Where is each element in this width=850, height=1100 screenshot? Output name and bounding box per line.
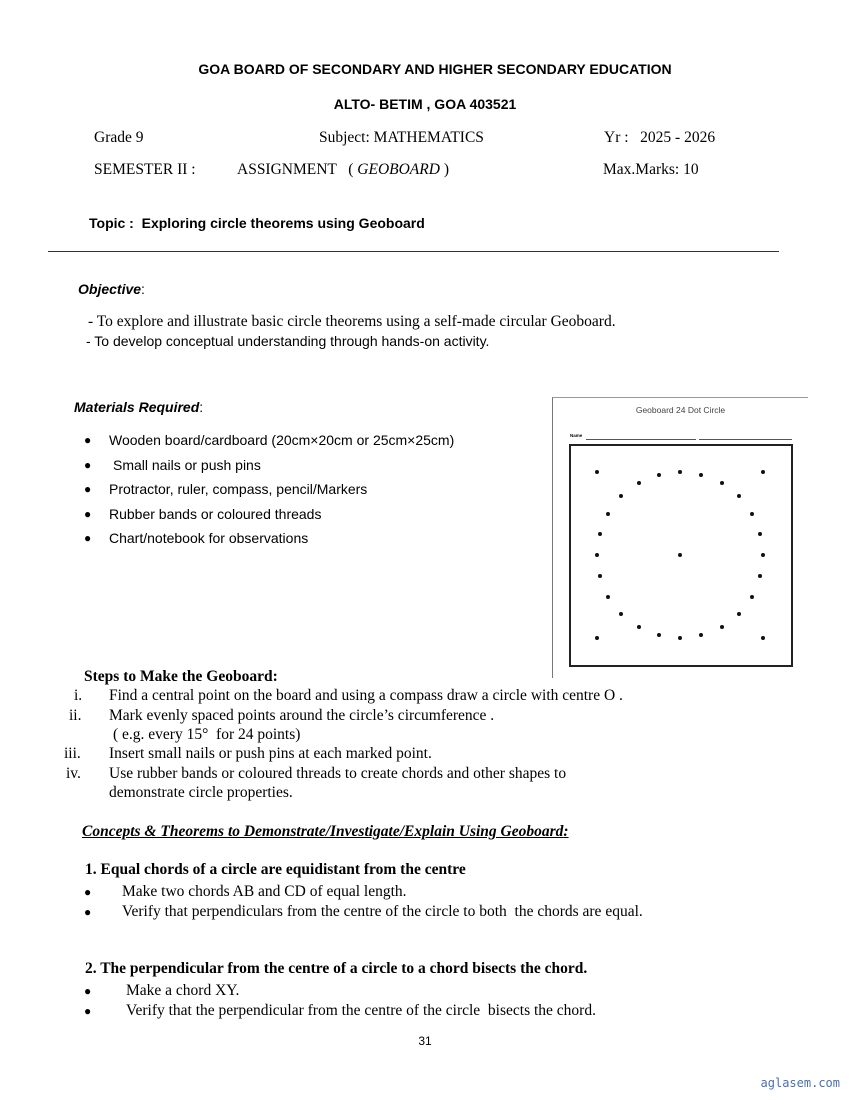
name-line bbox=[586, 439, 696, 440]
step-text: Mark evenly spaced points around the circle’s circumference . bbox=[109, 707, 495, 724]
nail-dot bbox=[720, 625, 724, 629]
bullet-icon: ● bbox=[84, 905, 92, 919]
step-text: Find a central point on the board and using a compass draw a circle with centre O . bbox=[109, 687, 623, 704]
nail-dot bbox=[595, 470, 599, 474]
nail-dot bbox=[598, 574, 602, 578]
nail-dot bbox=[678, 470, 682, 474]
step-number: iv. bbox=[66, 765, 81, 782]
step-text: demonstrate circle properties. bbox=[109, 784, 293, 801]
nail-dot bbox=[657, 473, 661, 477]
bullet-icon: ● bbox=[84, 531, 92, 545]
assignment-label: ASSIGNMENT ( bbox=[237, 161, 354, 178]
assignment-close: ) bbox=[443, 161, 449, 178]
theorem-title: 2. The perpendicular from the centre of a circle to a chord bisects the chord. bbox=[85, 960, 588, 977]
objective-heading: Objective: bbox=[78, 281, 145, 297]
step-number: iii. bbox=[64, 745, 81, 762]
geoboard-figure bbox=[552, 397, 808, 678]
nail-dot bbox=[699, 473, 703, 477]
objective-item: - To explore and illustrate basic circle theorems using a self-made circular Geoboard. bbox=[88, 313, 616, 330]
bullet-icon: ● bbox=[84, 506, 92, 521]
nail-dot bbox=[750, 595, 754, 599]
semester: SEMESTER II : bbox=[94, 161, 196, 178]
material-item: Rubber bands or coloured threads bbox=[109, 505, 322, 522]
nail-dot bbox=[606, 595, 610, 599]
nail-dot bbox=[737, 612, 741, 616]
nail-dot bbox=[637, 481, 641, 485]
theorem-bullet: Verify that perpendiculars from the centre of the circle to both the chords are equal. bbox=[122, 903, 643, 920]
nail-dot bbox=[761, 553, 765, 557]
nail-dot bbox=[761, 636, 765, 640]
page-number: 31 bbox=[418, 1034, 432, 1048]
material-item: Chart/notebook for observations bbox=[109, 530, 309, 546]
material-item: Wooden board/cardboard (20cm×20cm or 25cm×25cm) bbox=[109, 432, 455, 448]
nail-dot bbox=[606, 512, 610, 516]
nail-dot bbox=[598, 532, 602, 536]
subject: Subject: MATHEMATICS bbox=[319, 129, 484, 146]
material-item: Protractor, ruler, compass, pencil/Markers bbox=[109, 481, 368, 497]
theorem-title: 1. Equal chords of a circle are equidistant from the centre bbox=[85, 861, 466, 878]
nail-dot bbox=[699, 633, 703, 637]
nail-dot bbox=[761, 470, 765, 474]
figure-title: Geoboard 24 Dot Circle bbox=[635, 405, 726, 415]
steps-heading: Steps to Make the Geoboard: bbox=[84, 668, 278, 685]
objective-item: - To develop conceptual understanding through hands-on activity. bbox=[86, 333, 490, 349]
bullet-icon: ● bbox=[84, 482, 92, 496]
bullet-icon: ● bbox=[84, 984, 92, 998]
nail-dot bbox=[758, 532, 762, 536]
assignment bbox=[237, 161, 449, 179]
bullet-icon: ● bbox=[84, 433, 92, 447]
divider bbox=[48, 251, 779, 252]
name-line bbox=[699, 439, 792, 440]
step-text: Insert small nails or push pins at each marked point. bbox=[109, 745, 432, 762]
step-number: ii. bbox=[69, 707, 82, 724]
nail-dot bbox=[678, 553, 682, 557]
theorem-bullet: Make two chords AB and CD of equal length. bbox=[122, 883, 407, 900]
step-number: i. bbox=[74, 687, 83, 704]
nail-dot bbox=[678, 636, 682, 640]
figure-name-label: Name bbox=[570, 433, 583, 438]
nail-dot bbox=[758, 574, 762, 578]
nail-dot bbox=[737, 494, 741, 498]
nail-dot bbox=[595, 553, 599, 557]
max-marks: Max.Marks: 10 bbox=[603, 161, 699, 178]
materials-heading: Materials Required: bbox=[74, 399, 204, 415]
nail-dot bbox=[595, 636, 599, 640]
theorem-bullet: Make a chord XY. bbox=[126, 982, 240, 999]
nail-dot bbox=[750, 512, 754, 516]
bullet-icon: ● bbox=[84, 885, 92, 899]
theorem-bullet: Verify that the perpendicular from the centre of the circle bisects the chord. bbox=[126, 1002, 596, 1019]
nail-dot bbox=[619, 494, 623, 498]
bullet-icon: ● bbox=[84, 457, 92, 472]
topic: Topic : Exploring circle theorems using Geoboard bbox=[89, 215, 425, 231]
watermark: aglasem.com bbox=[760, 1076, 840, 1090]
nail-dot bbox=[720, 481, 724, 485]
step-text: ( e.g. every 15° for 24 points) bbox=[113, 726, 301, 743]
board-name: GOA BOARD OF SECONDARY AND HIGHER SECONDARY EDUCATION bbox=[198, 61, 672, 77]
nail-dot bbox=[637, 625, 641, 629]
assignment-type: GEOBOARD bbox=[357, 161, 440, 178]
concepts-heading: Concepts & Theorems to Demonstrate/Investigate/Explain Using Geoboard: bbox=[82, 823, 569, 840]
board-address: ALTO- BETIM , GOA 403521 bbox=[333, 96, 517, 112]
nail-dot bbox=[619, 612, 623, 616]
year: Yr : 2025 - 2026 bbox=[604, 129, 716, 146]
material-item: Small nails or push pins bbox=[113, 456, 261, 473]
bullet-icon: ● bbox=[84, 1004, 92, 1018]
step-text: Use rubber bands or coloured threads to create chords and other shapes to bbox=[109, 765, 567, 782]
nail-dot bbox=[657, 633, 661, 637]
grade: Grade 9 bbox=[94, 129, 144, 146]
geoboard-dot-grid bbox=[569, 444, 793, 667]
